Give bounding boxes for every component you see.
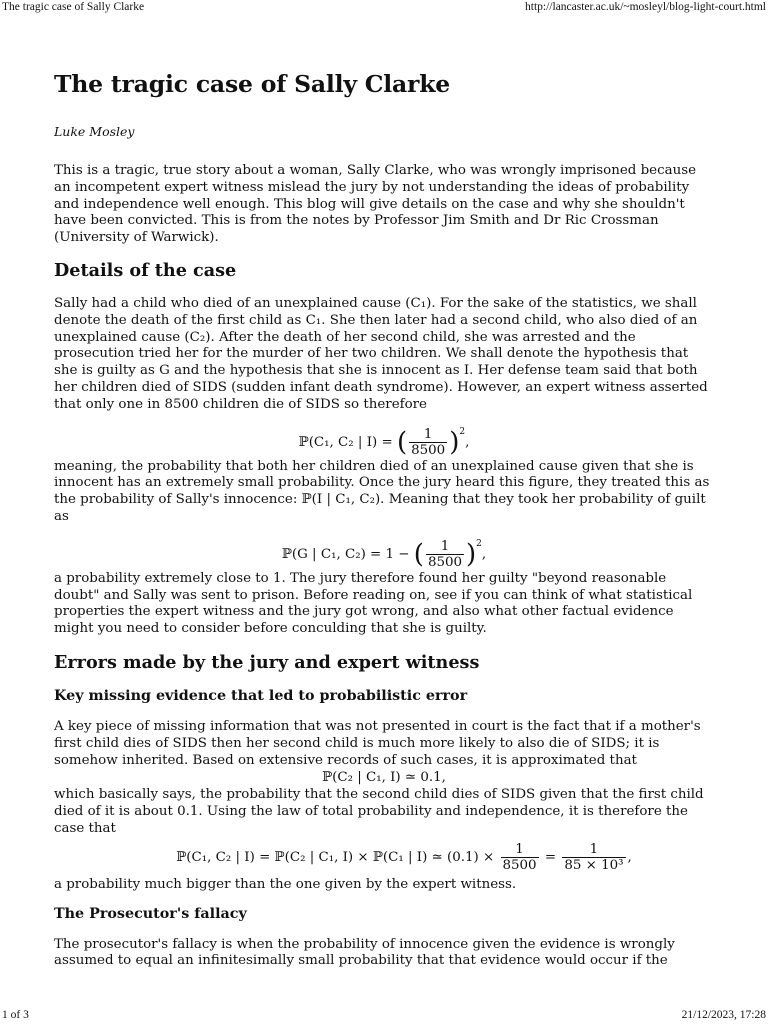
fallacy-paragraph-1: The prosecutor's fallacy is when the probability of innocence given the evidence is wrongly assumed to equal an infinitesimally small probability that that evidence would occur if the	[54, 936, 675, 969]
section-heading-details: Details of the case	[54, 259, 237, 281]
equation-2-lhs: ℙ(G | C₁, C₂) = 1 −	[281, 546, 414, 562]
equation-1: ℙ(C₁, C₂ | I) = ( $\frac{1}{8500}$ )$^2$,	[298, 426, 470, 458]
details-paragraph-1: Sally had a child who died of an unexplained cause (C₁). For the sake of the statistics, we shall denote the death of the first child as C₁. She then later had a second child, who also died of an unexplained cause (C₂). After the death of her second child, she was arrested and the prosecution tried her for the murder of her two children. We shall denote the hypothesis that she is guilty as G and the hypothesis that she is innocent as I. Her defense team said that both her children died of SIDS (sudden infant death syndrome). However, an expert witness asserted that only one in 8500 children die of SIDS so therefore	[54, 295, 708, 412]
equation-4-fraction-2: $\frac{1}{\text{85 × 10³}}$	[564, 841, 624, 873]
article-title: The tragic case of Sally Clarke	[54, 70, 451, 98]
equation-1-exponent: 2	[459, 426, 466, 437]
equation-4-fraction-1: $\frac{1}{8500}$	[502, 841, 537, 873]
details-paragraph-2: meaning, the probability that both her children died of an unexplained cause given that she is innocent has an extremely small probability. Once the jury heard this figure, they treated this as the probability of Sally's innocence: ℙ(I | C₁, C₂). Meaning that they took her probability of guilt as	[54, 458, 710, 524]
article	[54, 66, 714, 970]
missing-paragraph-1: A key piece of missing information that was not presented in court is the fact that if a mother's first child dies of SIDS then her second child is much more likely to also die of SIDS; it is somehow inherited. Based on extensive records of such cases, it is approximated that	[54, 718, 701, 768]
equation-2: ℙ(G | C₁, C₂) = 1 − ( $\frac{1}{8500}$ )$^2$,	[281, 538, 487, 570]
subsection-heading-missing-evidence: Key missing evidence that led to probabilistic error	[54, 687, 468, 704]
details-paragraph-3: a probability extremely close to 1. The jury therefore found her guilty "beyond reasonable doubt" and Sally was sent to prison. Before reading on, see if you can think of what statistical properties the expert witness and the jury got wrong, and also what other factual evidence might you need to consider before conculding that she is guilty.	[54, 570, 693, 637]
equation-1-fraction: $\frac{1}{8500}$	[411, 426, 446, 458]
equation-3: ℙ(C₂ | C₁, I) ≃ 0.1,	[322, 770, 446, 786]
missing-paragraph-3: a probability much bigger than the one given by the expert witness.	[54, 876, 517, 892]
print-url: http://lancaster.ac.uk/~mosleyl/blog-light-court.html	[525, 1, 766, 13]
intro-paragraph: This is a tragic, true story about a woman, Sally Clarke, who was wrongly imprisoned because an incompetent expert witness mislead the jury by not understanding the ideas of probability and independence well enough. This blog will give details on the case and why she shouldn't have been convicted. This is from the notes by Professor Jim Smith and Dr Ric Crossman (University of Warwick).	[54, 163, 696, 246]
equation-1-lhs: ℙ(C₁, C₂ | I) =	[298, 434, 397, 450]
equation-4: ℙ(C₁, C₂ | I) = ℙ(C₂ | C₁, I) × ℙ(C₁ | I) ≃ (0.1) × $\frac{1}{8500}$ = $\frac{1}{\text{85 × 10³}}$ ,	[176, 841, 632, 873]
print-datetime: 21/12/2023, 17:28	[681, 1009, 766, 1021]
equation-4-lhs: ℙ(C₁, C₂ | I) = ℙ(C₂ | C₁, I) × ℙ(C₁ | I) ≃ (0.1) ×	[176, 849, 499, 865]
equation-2-exponent: 2	[476, 538, 482, 549]
print-page-number: 1 of 3	[2, 1009, 29, 1021]
print-header	[0, 1, 768, 17]
section-heading-errors: Errors made by the jury and expert witness	[54, 651, 480, 673]
subsection-heading-prosecutors-fallacy: The Prosecutor's fallacy	[54, 905, 247, 922]
missing-paragraph-2: which basically says, the probability that the second child dies of SIDS given that the first child died of it is about 0.1. Using the law of total probability and independence, it is therefore the case that	[54, 787, 704, 836]
article-author: Luke Mosley	[54, 124, 135, 139]
print-page-title: The tragic case of Sally Clarke	[2, 1, 145, 13]
equation-2-fraction: $\frac{1}{8500}$	[427, 538, 463, 570]
print-footer	[0, 1009, 768, 1025]
